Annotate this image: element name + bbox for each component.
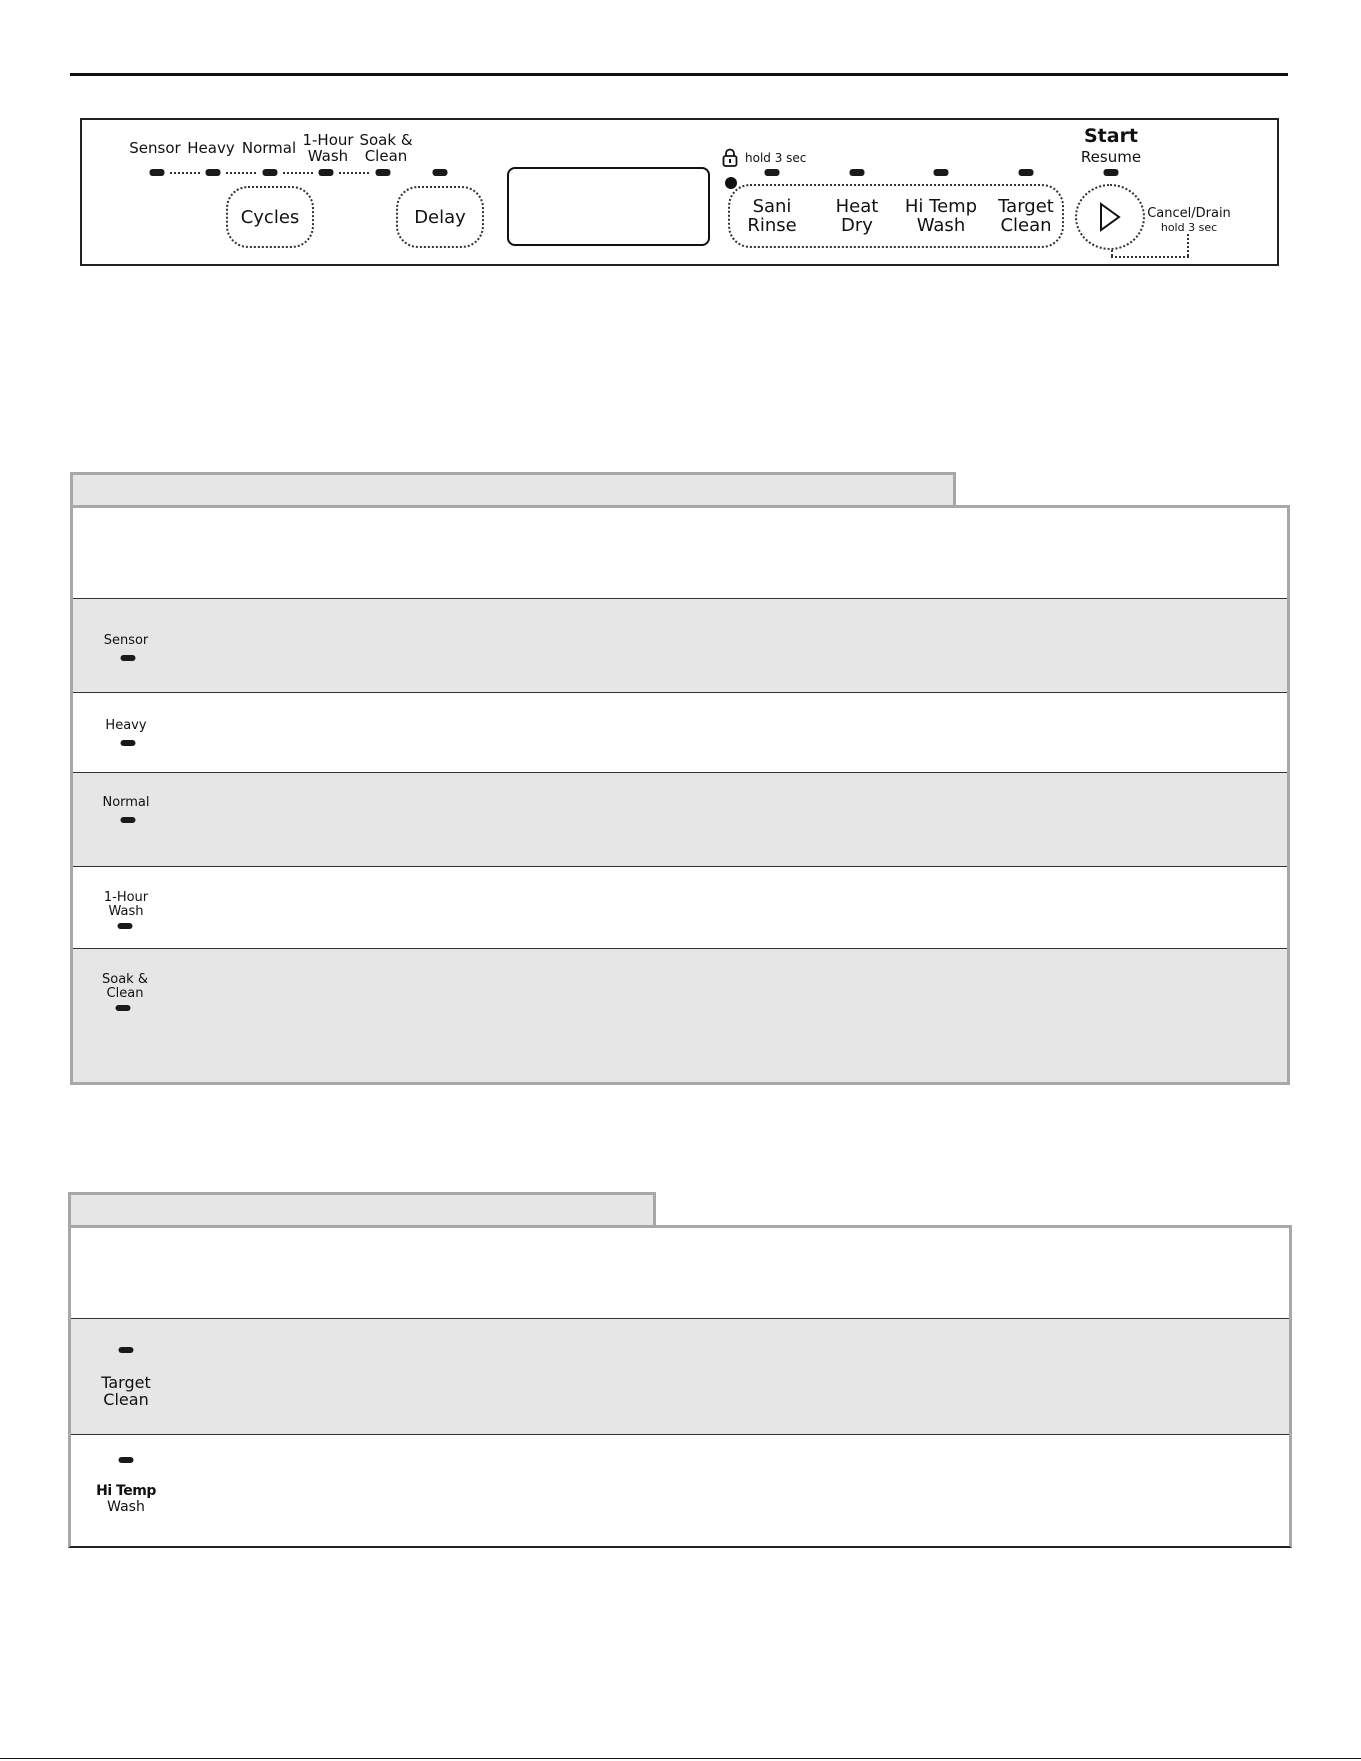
option-table-header-tab (68, 1192, 656, 1226)
option-heat-dry-button[interactable]: Heat Dry (835, 196, 879, 236)
digital-display (507, 167, 710, 246)
cycle-label-normal: Normal (241, 139, 297, 157)
cancel-bracket (1111, 256, 1189, 258)
row-led-1-hour-wash (118, 923, 133, 929)
row-led-soak-clean (116, 1005, 131, 1011)
cycle-label-sensor: Sensor (129, 139, 181, 157)
play-icon (1097, 201, 1123, 233)
row-label-soak-clean: Soak & Clean (102, 972, 148, 1001)
row-label-hi-temp-wash: Hi Temp Wash (96, 1483, 156, 1515)
row-led-target-clean (119, 1347, 134, 1353)
cycle-connector (339, 172, 369, 174)
delay-button-label: Delay (414, 206, 466, 228)
cycle-led-sensor (150, 169, 165, 176)
table-row (71, 1318, 1289, 1434)
cycle-table (70, 505, 1290, 1085)
cancel-bracket (1187, 234, 1189, 256)
row-label-heavy: Heavy (105, 718, 147, 733)
option-led-hi-temp-wash (934, 169, 949, 176)
lock-hold-text: hold 3 sec (745, 151, 807, 165)
row-label-1-hour-wash: 1-Hour Wash (103, 890, 149, 919)
cycle-connector (170, 172, 200, 174)
row-label-target-clean: Target Clean (101, 1373, 151, 1409)
table-row (73, 772, 1287, 866)
delay-button[interactable] (396, 186, 484, 248)
row-led-hi-temp-wash (119, 1457, 134, 1463)
cycle-led-soak-clean (376, 169, 391, 176)
cycle-connector (226, 172, 256, 174)
delay-led (433, 169, 448, 176)
table-row (73, 692, 1287, 772)
row-led-normal (121, 817, 136, 823)
cycle-label-soak-clean: Soak & Clean (359, 131, 413, 165)
row-led-heavy (121, 740, 136, 746)
cycle-label-1-hour-wash: 1-Hour Wash (302, 131, 354, 165)
row-label-normal: Normal (102, 795, 150, 810)
lock-indicator-dot (725, 177, 737, 189)
cycle-led-normal (263, 169, 278, 176)
option-led-heat-dry (850, 169, 865, 176)
table-row (73, 866, 1287, 948)
cycle-table-header-tab (70, 472, 956, 506)
option-sani-rinse-button[interactable]: Sani Rinse (747, 196, 797, 236)
table-row (73, 598, 1287, 692)
cycle-led-heavy (206, 169, 221, 176)
row-led-sensor (121, 655, 136, 661)
start-title: Start (1083, 125, 1139, 147)
cycle-connector (283, 172, 313, 174)
option-led-sani-rinse (765, 169, 780, 176)
table-row (73, 508, 1287, 598)
start-button[interactable] (1075, 184, 1145, 250)
cycle-led-1-hour-wash (319, 169, 334, 176)
start-led (1104, 169, 1119, 176)
top-rule (70, 73, 1288, 76)
start-subtitle: Resume (1080, 148, 1142, 166)
option-hi-temp-wash-button[interactable]: Hi Temp Wash (904, 196, 978, 236)
cancel-drain-label: Cancel/Drain hold 3 sec (1147, 206, 1231, 234)
table-row (71, 1228, 1289, 1318)
row-label-sensor: Sensor (103, 633, 149, 648)
table-row (73, 948, 1287, 1082)
cycles-button[interactable] (226, 186, 314, 248)
option-table (68, 1225, 1292, 1548)
bottom-rule (0, 1758, 1361, 1759)
lock-icon (722, 148, 738, 167)
option-led-target-clean (1019, 169, 1034, 176)
cycles-button-label: Cycles (240, 206, 300, 228)
option-target-clean-button[interactable]: Target Clean (998, 196, 1054, 236)
cycle-label-heavy: Heavy (187, 139, 235, 157)
table-row (71, 1434, 1289, 1546)
